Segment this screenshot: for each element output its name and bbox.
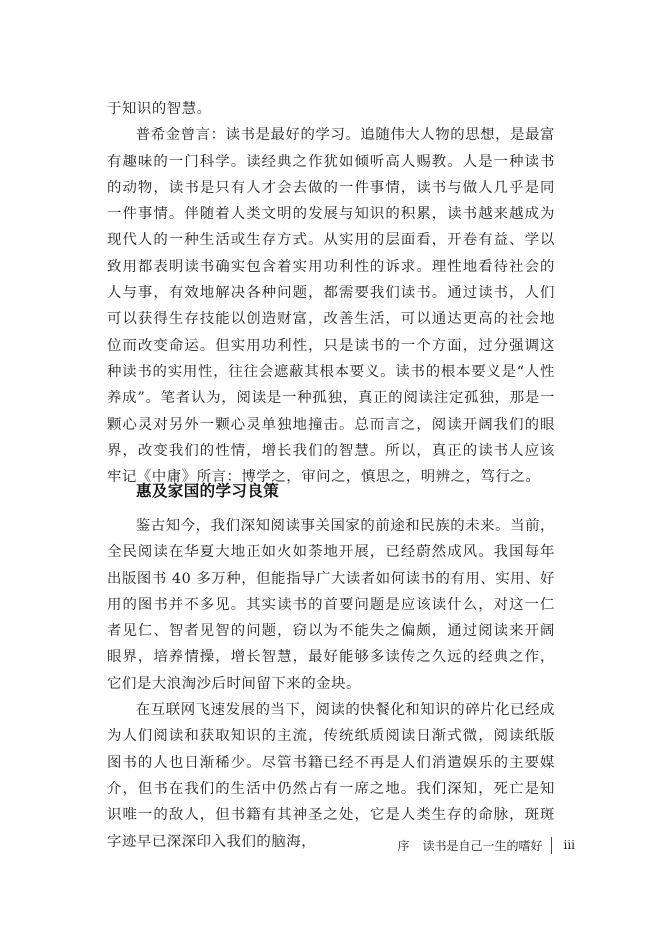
page-number: iii	[563, 838, 575, 852]
paragraph-internet-era: 在互联网飞速发展的当下，阅读的快餐化和知识的碎片化已经成为人们阅读和获取知识的主流，传统纸质阅读日渐式微，阅读纸版图书的人也日渐稀少。尽管书籍已经不再是人们消遣娱乐的主要媒介，但书在我们的生活中仍然占有一席之地。我们深知，死亡是知识唯一的敌人，但书籍有其神圣之处，它是人类生存的命脉，斑斑字迹早已深深印入我们的脑海，	[107, 702, 555, 850]
section-heading: 惠及家国的学习良策	[136, 482, 280, 500]
footer-chapter-title: 读书是自己一生的嗜好	[422, 838, 543, 853]
section-text-block	[107, 513, 555, 855]
paragraph-continuation: 于知识的智慧。	[107, 101, 212, 117]
top-text-block	[107, 96, 555, 490]
paragraph-national-reading: 鉴古知今，我们深知阅读事关国家的前途和民族的未来。当前，全民阅读在华夏大地正如火如荼地开展，已经蔚然成风。我国每年出版图书 40 多万种，但能指导广大读者如何读书的有用、实用、好用的图书并不多见。其实读书的首要问题是应该读什么，对这一仁者见仁、智者见智的问题，窃以为不能失之偏颇，通过阅读来开阔眼界，培养情操，增长智慧，最好能够多读传之久远的经典之作，它们是大浪淘沙后时间留下来的金块。	[107, 518, 555, 692]
page-footer	[397, 835, 575, 855]
footer-label: 序	[397, 838, 410, 853]
footer-separator	[551, 837, 552, 854]
paragraph-pushkin: 普希金曾言：读书是最好的学习。追随伟大人物的思想，是最富有趣味的一门科学。读经典之作犹如倾听高人赐教。人是一种读书的动物，读书是只有人才会去做的一件事情，读书与做人几乎是同一件事情。伴随着人类文明的发展与知识的积累，读书越来越成为现代人的一种生活或生存方式。从实用的层面看，开卷有益、学以致用都表明读书确实包含着实用功利性的诉求。理性地看待社会的人与事，有效地解决各种问题，都需要我们读书。通过读书，人们可以获得生存技能以创造财富，改善生活，可以通达更高的社会地位而改变命运。但实用功利性，只是读书的一个方面，过分强调这种读书的实用性，往往会遮蔽其根本要义。读书的根本要义是“人性养成”。笔者认为，阅读是一种孤独，真正的阅读注定孤独，那是一颗心灵对另外一颗心灵单独地撞击。总而言之，阅读开阔我们的眼界，改变我们的性情，增长我们的智慧。所以，真正的读书人应该牢记《中庸》所言：博学之，审问之，慎思之，明辨之，笃行之。	[107, 127, 555, 486]
